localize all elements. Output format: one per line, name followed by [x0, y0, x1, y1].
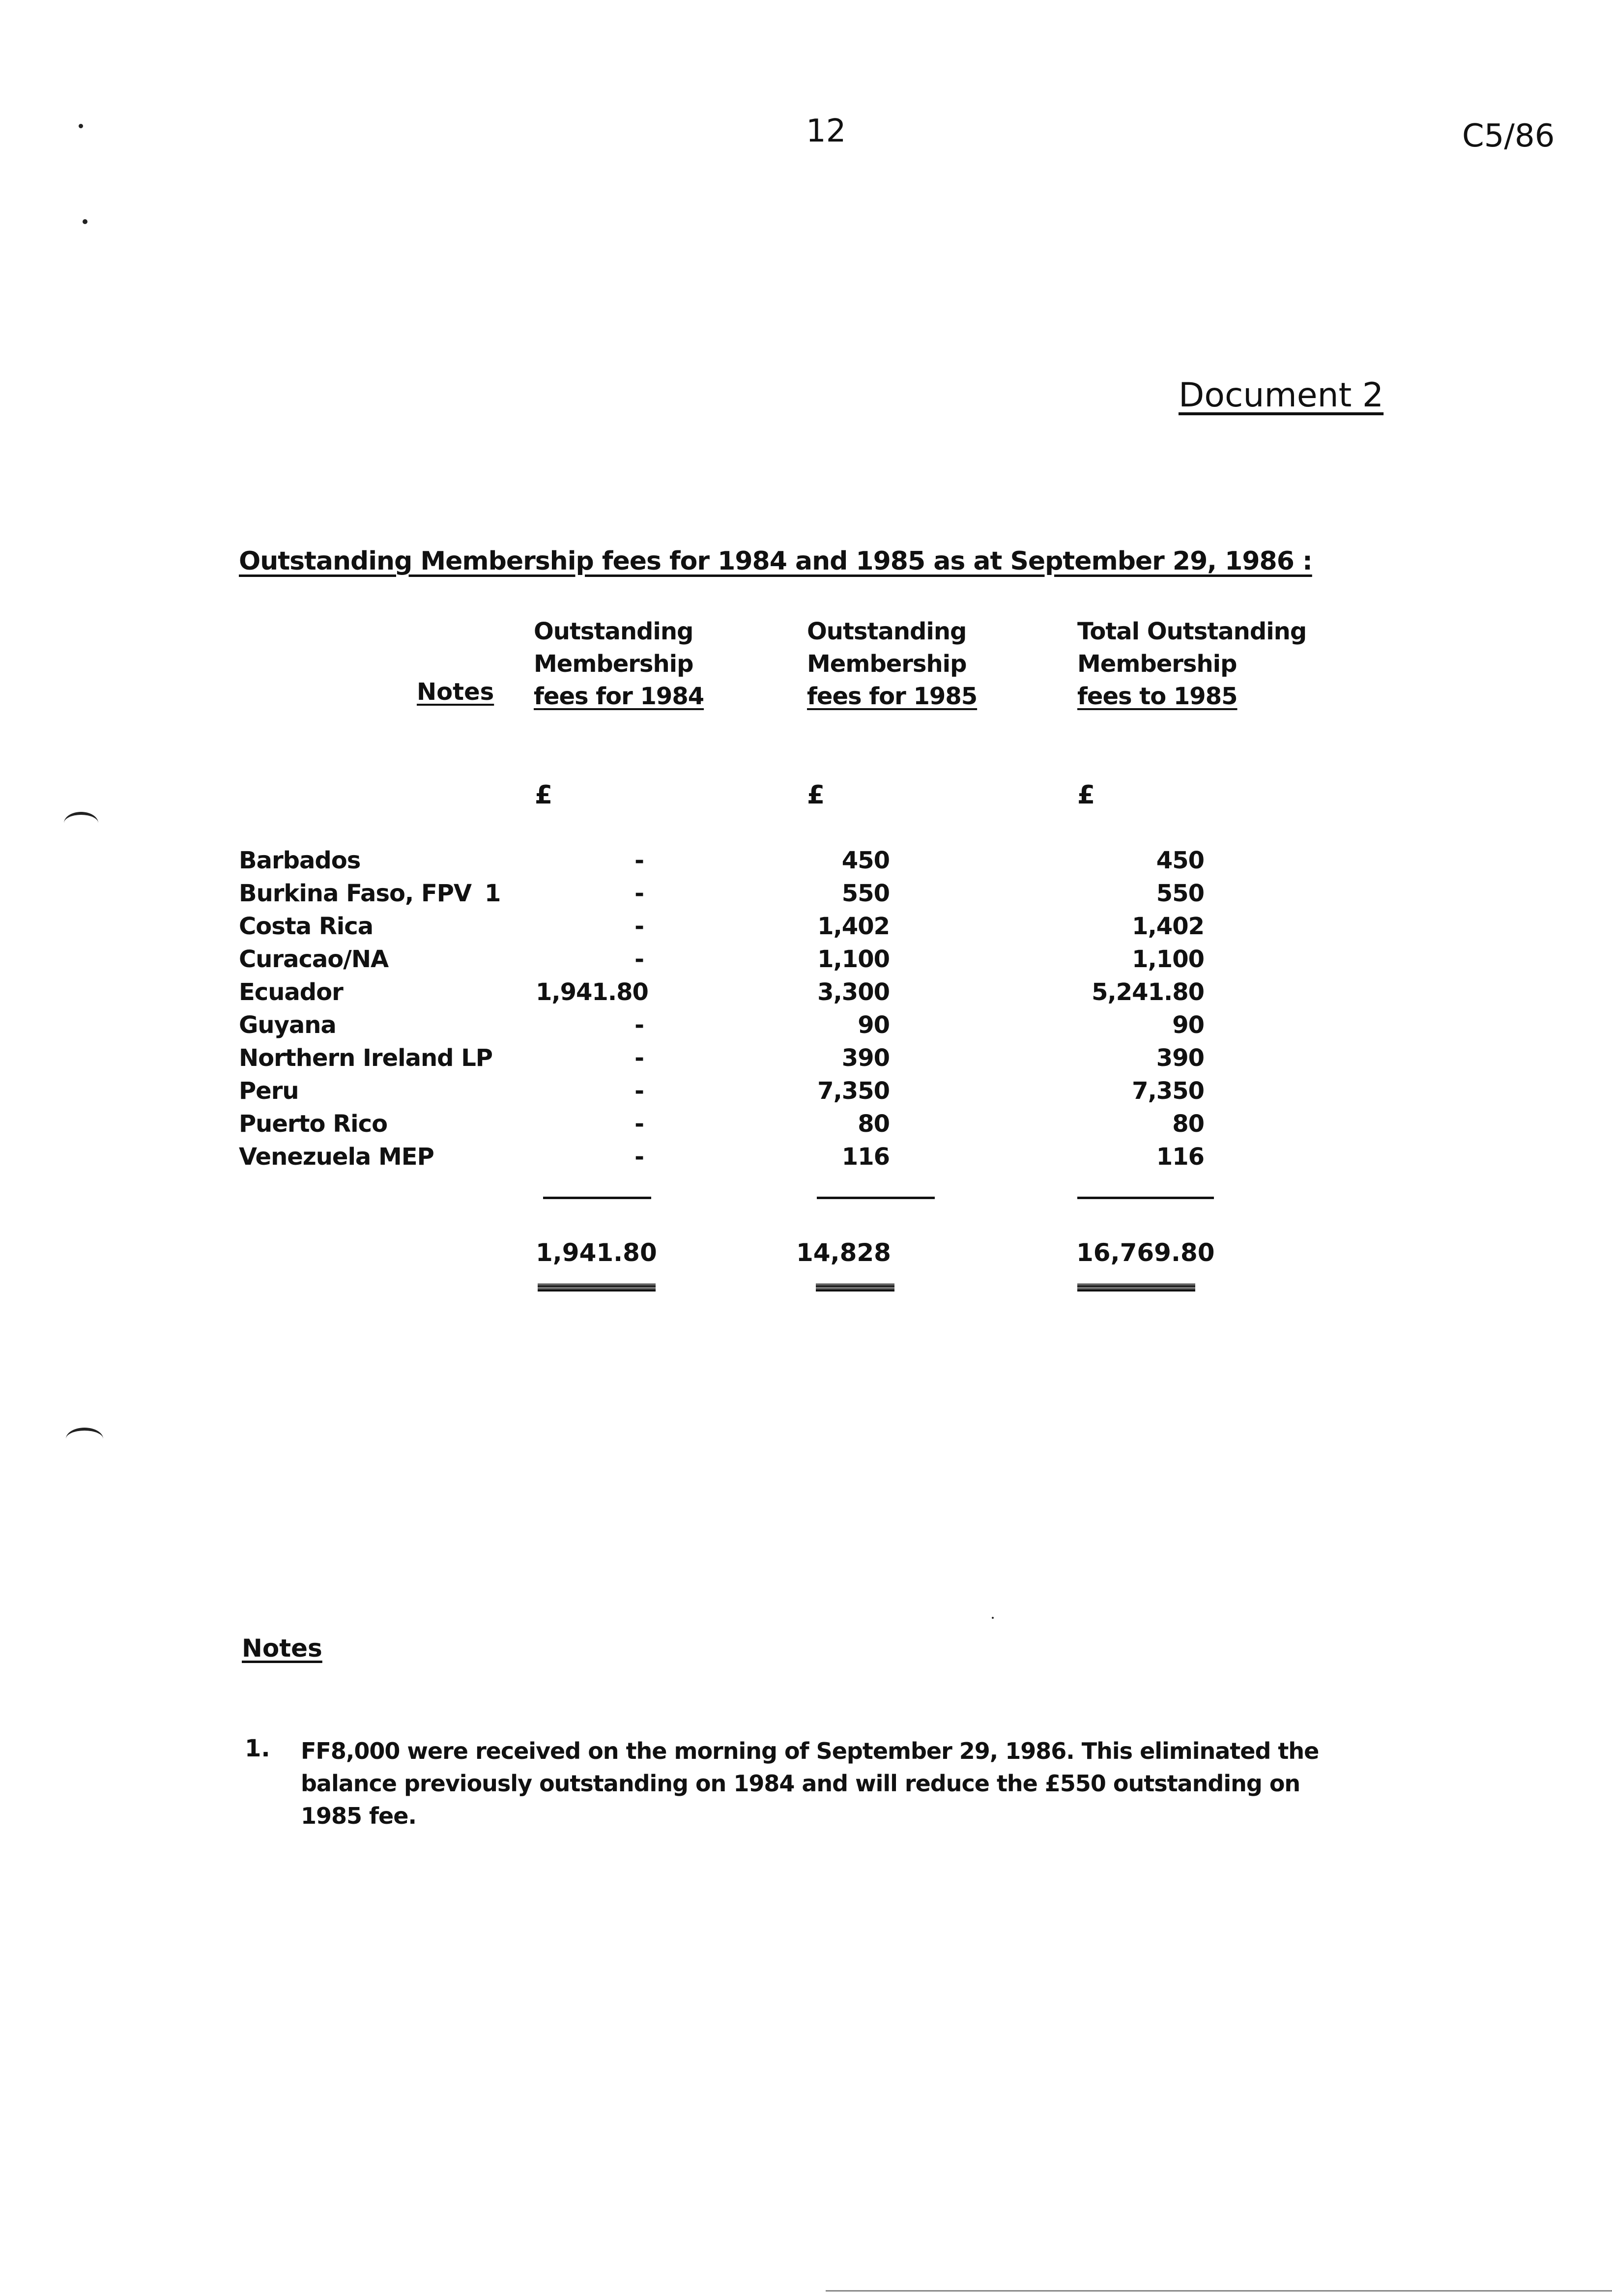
fee-1984: - — [634, 946, 644, 973]
country-name: Costa Rica — [239, 913, 374, 940]
fee-total: 450 — [1156, 847, 1204, 874]
fee-1985: 450 — [841, 847, 890, 874]
fee-1984: - — [634, 1011, 644, 1039]
table-row — [0, 1075, 1612, 1107]
table-row — [0, 910, 1612, 943]
country-name: Barbados — [239, 847, 361, 874]
total-1984: 1,941.80 — [536, 1238, 657, 1267]
country-name: Ecuador — [239, 978, 343, 1006]
header-line: Outstanding — [807, 618, 967, 645]
scan-edge-line — [826, 2290, 1612, 2292]
country-name: Burkina Faso, FPV — [239, 880, 472, 907]
fee-1984: - — [634, 847, 644, 874]
header-line: Membership — [807, 650, 967, 678]
fee-total: 390 — [1156, 1044, 1204, 1072]
fee-1985: 80 — [858, 1110, 890, 1138]
country-name: Guyana — [239, 1011, 336, 1039]
fee-total: 80 — [1172, 1110, 1204, 1138]
header-line: Membership — [534, 650, 693, 678]
double-rule — [1077, 1284, 1195, 1289]
fee-total: 1,100 — [1132, 946, 1204, 973]
country-name: Puerto Rico — [239, 1110, 388, 1138]
table-row — [0, 1009, 1612, 1041]
country-name: Curacao/NA — [239, 946, 389, 973]
country-name: Venezuela MEP — [239, 1143, 434, 1171]
binder-hole-mark — [66, 1428, 103, 1450]
fee-1984: - — [634, 1143, 644, 1171]
column-header-total — [1077, 615, 1306, 713]
header-line: fees for 1984 — [534, 683, 704, 710]
column-header-1985 — [807, 615, 977, 713]
fee-1985: 1,402 — [817, 913, 890, 940]
total-grand: 16,769.80 — [1076, 1238, 1215, 1267]
fee-1984: - — [634, 880, 644, 907]
notes-column-header: Notes — [417, 678, 494, 706]
fee-1985: 90 — [858, 1011, 890, 1039]
fee-total: 90 — [1172, 1011, 1204, 1039]
document-reference: C5/86 — [1462, 118, 1555, 154]
fee-total: 550 — [1156, 880, 1204, 907]
table-row — [0, 877, 1612, 910]
sum-rule — [817, 1197, 935, 1199]
table-row — [0, 1108, 1612, 1140]
scan-dot — [79, 124, 83, 128]
table-row — [0, 1141, 1612, 1173]
table-row — [0, 844, 1612, 877]
fee-1985: 3,300 — [817, 978, 890, 1006]
column-header-1984 — [534, 615, 704, 713]
scan-dot — [992, 1617, 994, 1619]
header-line: Outstanding — [534, 618, 693, 645]
header-line: fees for 1985 — [807, 683, 978, 710]
note-number: 1. — [245, 1735, 270, 1762]
sum-rule — [543, 1197, 651, 1199]
table-heading: Outstanding Membership fees for 1984 and 1985 as at September 29, 1986 : — [239, 546, 1312, 576]
currency-symbol: £ — [535, 780, 553, 810]
binder-hole-mark — [64, 812, 98, 834]
document-title: Document 2 — [1179, 376, 1384, 415]
fee-total: 116 — [1156, 1143, 1204, 1171]
page-number: 12 — [806, 113, 846, 149]
currency-symbol: £ — [1077, 780, 1095, 810]
fee-1984: - — [634, 1110, 644, 1138]
fee-1985: 7,350 — [817, 1077, 890, 1105]
note-ref: 1 — [485, 880, 501, 907]
note-text: FF8,000 were received on the morning of September 29, 1986. This eliminated the balance previously outstanding on 1984 and will reduce the £550 outstanding on 1985 fee. — [301, 1738, 1319, 1829]
double-rule — [538, 1284, 656, 1289]
sum-rule — [1077, 1197, 1214, 1199]
fee-1985: 550 — [841, 880, 890, 907]
table-row — [0, 976, 1612, 1008]
fee-1984: - — [634, 913, 644, 940]
currency-symbol: £ — [807, 780, 825, 810]
fee-total: 1,402 — [1132, 913, 1204, 940]
fee-total: 7,350 — [1132, 1077, 1204, 1105]
fee-total: 5,241.80 — [1092, 978, 1204, 1006]
scan-dot — [83, 219, 87, 224]
table-row — [0, 943, 1612, 976]
total-1985: 14,828 — [796, 1238, 891, 1267]
notes-title: Notes — [242, 1634, 322, 1663]
fee-1985: 116 — [841, 1143, 890, 1171]
table-row — [0, 1042, 1612, 1074]
fee-1984: - — [634, 1044, 644, 1072]
fee-1985: 1,100 — [817, 946, 890, 973]
country-name: Northern Ireland LP — [239, 1044, 492, 1072]
header-line: fees to 1985 — [1077, 683, 1238, 710]
header-line: Total Outstanding — [1077, 618, 1307, 645]
fee-1984: 1,941.80 — [536, 978, 648, 1006]
fee-1985: 390 — [841, 1044, 890, 1072]
double-rule — [816, 1284, 894, 1289]
fee-1984: - — [634, 1077, 644, 1105]
country-name: Peru — [239, 1077, 299, 1105]
header-line: Membership — [1077, 650, 1237, 678]
